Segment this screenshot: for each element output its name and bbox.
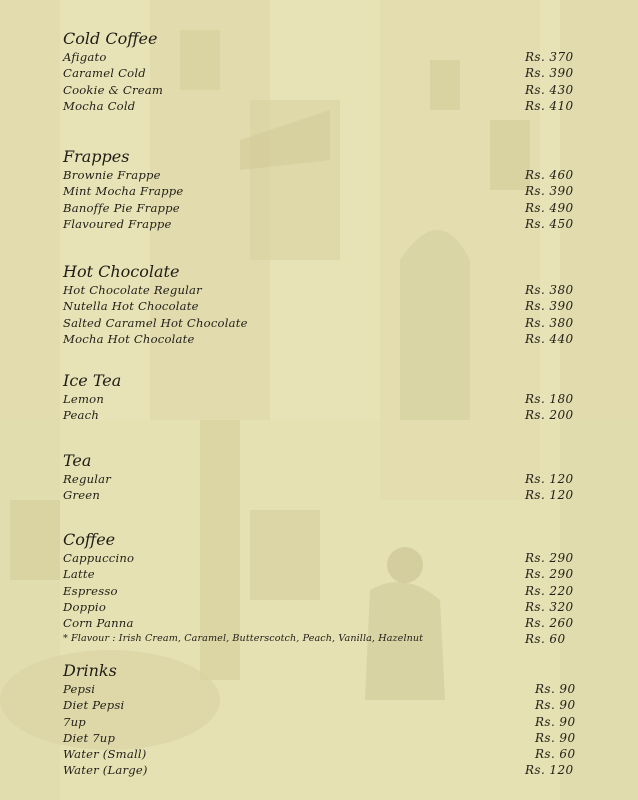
item-name: Espresso bbox=[63, 583, 118, 598]
item-name: Regular bbox=[63, 472, 112, 486]
item-name: Caramel Cold bbox=[63, 66, 146, 81]
item-name: Corn Panna bbox=[63, 616, 134, 631]
menu-item bbox=[63, 65, 583, 81]
item-name: Mocha Cold bbox=[63, 98, 136, 113]
item-name: Flavoured Frappe bbox=[63, 216, 172, 231]
item-name: Nutella Hot Chocolate bbox=[63, 299, 199, 314]
item-price: Rs. 260 bbox=[525, 616, 574, 631]
item-name: Diet 7up bbox=[63, 730, 116, 745]
menu-item bbox=[63, 583, 583, 599]
menu-item bbox=[63, 200, 583, 216]
item-name: Lemon bbox=[63, 392, 105, 406]
menu-item bbox=[63, 615, 583, 631]
menu-item bbox=[63, 298, 583, 314]
item-name: Water (Large) bbox=[63, 763, 148, 778]
item-price: Rs. 120 bbox=[525, 472, 574, 486]
item-name: Mint Mocha Frappe bbox=[63, 184, 184, 199]
item-name: Water (Small) bbox=[63, 747, 147, 762]
menu-item bbox=[63, 681, 583, 697]
menu-item bbox=[63, 697, 583, 713]
section-frappes bbox=[63, 147, 583, 232]
item-price: Rs. 390 bbox=[525, 299, 574, 314]
item-name: Mocha Hot Chocolate bbox=[63, 331, 195, 346]
item-price: Rs. 390 bbox=[525, 66, 574, 81]
item-name: Green bbox=[63, 488, 100, 503]
item-name: Latte bbox=[63, 567, 95, 582]
menu-item bbox=[63, 216, 583, 232]
section-title: Tea bbox=[63, 451, 92, 470]
item-price: Rs. 180 bbox=[525, 392, 574, 406]
section-ice-tea bbox=[63, 371, 583, 424]
item-name: Salted Caramel Hot Chocolate bbox=[63, 315, 248, 330]
item-price: Rs. 120 bbox=[525, 763, 574, 778]
item-price: Rs. 440 bbox=[525, 331, 574, 346]
item-price: Rs. 90 bbox=[535, 730, 576, 745]
item-name: Brownie Frappe bbox=[63, 168, 161, 182]
menu-item bbox=[63, 714, 583, 730]
menu-item bbox=[63, 331, 583, 347]
section-drinks bbox=[63, 661, 583, 779]
menu-item bbox=[63, 599, 583, 615]
section-title: Cold Coffee bbox=[63, 29, 158, 48]
menu-item bbox=[63, 407, 583, 423]
item-price: Rs. 460 bbox=[525, 168, 574, 182]
menu-item bbox=[63, 762, 583, 778]
menu-item bbox=[63, 49, 583, 65]
item-price: Rs. 120 bbox=[525, 488, 574, 503]
menu-item bbox=[63, 566, 583, 582]
item-price: Rs. 380 bbox=[525, 315, 574, 330]
item-price: Rs. 320 bbox=[525, 599, 574, 614]
item-price: Rs. 220 bbox=[525, 583, 574, 598]
item-price: Rs. 450 bbox=[525, 216, 574, 231]
item-price: Rs. 290 bbox=[525, 551, 574, 565]
item-price: Rs. 390 bbox=[525, 184, 574, 199]
item-price: Rs. 410 bbox=[525, 98, 574, 113]
menu-item bbox=[63, 282, 583, 298]
item-name: Pepsi bbox=[63, 682, 96, 696]
section-tea bbox=[63, 451, 583, 504]
item-price: Rs. 90 bbox=[535, 714, 576, 729]
item-price: Rs. 200 bbox=[525, 408, 574, 423]
section-title: Frappes bbox=[63, 147, 130, 166]
section-title: Ice Tea bbox=[63, 371, 122, 390]
flavour-note-text: * Flavour : Irish Cream, Caramel, Butterscotch, Peach, Vanilla, Hazelnut bbox=[63, 633, 424, 645]
item-name: Cookie & Cream bbox=[63, 82, 164, 97]
item-name: Doppio bbox=[63, 599, 107, 614]
section-hot-chocolate bbox=[63, 262, 583, 347]
section-title: Drinks bbox=[63, 661, 117, 680]
item-name: Banoffe Pie Frappe bbox=[63, 200, 180, 215]
item-name: 7up bbox=[63, 714, 86, 729]
section-cold-coffee bbox=[63, 29, 583, 114]
item-name: Afigato bbox=[63, 50, 107, 64]
menu-item bbox=[63, 183, 583, 199]
item-name: Peach bbox=[63, 408, 100, 423]
item-name: Hot Chocolate Regular bbox=[63, 283, 202, 297]
menu-item bbox=[63, 487, 583, 503]
menu-item bbox=[63, 391, 583, 407]
section-coffee bbox=[63, 530, 583, 648]
item-price: Rs. 370 bbox=[525, 50, 574, 64]
item-price: Rs. 430 bbox=[525, 82, 574, 97]
menu-item bbox=[63, 315, 583, 331]
menu-item bbox=[63, 82, 583, 98]
menu-item bbox=[63, 471, 583, 487]
menu-item bbox=[63, 746, 583, 762]
menu-item bbox=[63, 98, 583, 114]
item-price: Rs. 380 bbox=[525, 283, 574, 297]
menu-item bbox=[63, 550, 583, 566]
item-price: Rs. 90 bbox=[535, 682, 576, 696]
menu-item bbox=[63, 730, 583, 746]
item-price: Rs. 490 bbox=[525, 200, 574, 215]
item-name: Cappuccino bbox=[63, 551, 135, 565]
item-name: Diet Pepsi bbox=[63, 698, 125, 713]
item-price: Rs. 90 bbox=[535, 698, 576, 713]
section-title: Hot Chocolate bbox=[63, 262, 180, 281]
item-price: Rs. 60 bbox=[525, 632, 566, 647]
section-title: Coffee bbox=[63, 530, 116, 549]
item-price: Rs. 60 bbox=[535, 747, 576, 762]
menu-item bbox=[63, 167, 583, 183]
flavour-note bbox=[63, 631, 583, 647]
item-price: Rs. 290 bbox=[525, 567, 574, 582]
